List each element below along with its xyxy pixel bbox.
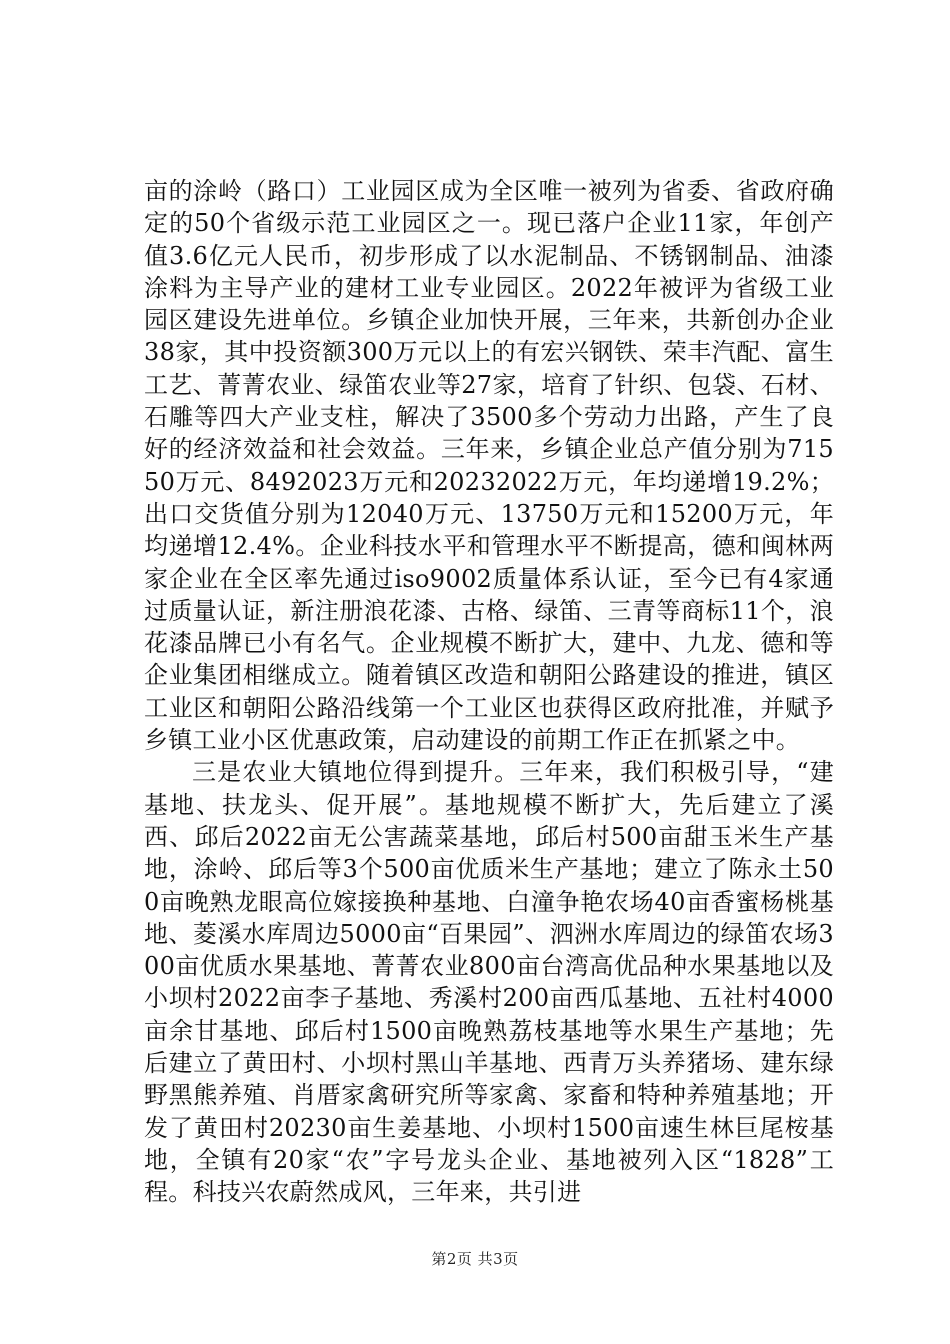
paragraph-2: 三是农业大镇地位得到提升。三年来，我们积极引导，“建基地、扶龙头、促开展”。基地规模不断扩大，先后建立了溪西、邱后2022亩无公害蔬菜基地，邱后村500亩甜玉米生产基地，涂岭、邱后等3个500亩优质米生产基地；建立了陈永土500亩晚熟龙眼高位嫁接换种基地、白潼争艳农场40亩香蜜杨桃基地、菱溪水库周边5000亩“百果园”、泗洲水库周边的绿笛农场300亩优质水果基地、菁菁农业800亩台湾高优品种水果基地以及小坝村2022亩李子基地、秀溪村200亩西瓜基地、五社村4000亩余甘基地、邱后村1500亩晚熟荔枝基地等水果生产基地；先后建立了黄田村、小坝村黑山羊基地、西青万头养猪场、建东绿野黑熊养殖、肖厝家禽研究所等家禽、家畜和特种养殖基地；开发了黄田村20230亩生姜基地、小坝村1500亩速生林巨尾桉基地，全镇有20家“农”字号龙头企业、基地被列入区“1828”工程。科技兴农蔚然成风，三年来，共引进 [144,758,834,1207]
page-footer: 第2页 共3页 [431,1250,519,1268]
paragraph-1: 亩的涂岭（路口）工业园区成为全区唯一被列为省委、省政府确定的50个省级示范工业园区之一。现已落户企业11家，年创产值3.6亿元人民币，初步形成了以水泥制品、不锈钢制品、油漆涂料为主导产业的建材工业专业园区。2022年被评为省级工业园区建设先进单位。乡镇企业加快开展，三年来，共新创办企业38家，其中投资额300万元以上的有宏兴钢铁、荣丰汽配、富生工艺、菁菁农业、绿笛农业等27家，培育了针织、包袋、石材、石雕等四大产业支柱，解决了3500多个劳动力出路，产生了良好的经济效益和社会效益。三年来，乡镇企业总产值分别为71550万元、8492023万元和20232022万元，年均递增19.2%；出口交货值分别为12040万元、13750万元和15200万元，年均递增12.4%。企业科技水平和管理水平不断提高，德和闽林两家企业在全区率先通过iso9002质量体系认证，至今已有4家通过质量认证，新注册浪花漆、古格、绿笛、三青等商标11个，浪花漆品牌已小有名气。企业规模不断扩大，建中、九龙、德和等企业集团相继成立。随着镇区改造和朝阳公路建设的推进，镇区工业区和朝阳公路沿线第一个工业区也获得区政府批准，并赋予乡镇工业小区优惠政策，启动建设的前期工作正在抓紧之中。 [144,177,834,755]
body-text [144,175,834,1209]
